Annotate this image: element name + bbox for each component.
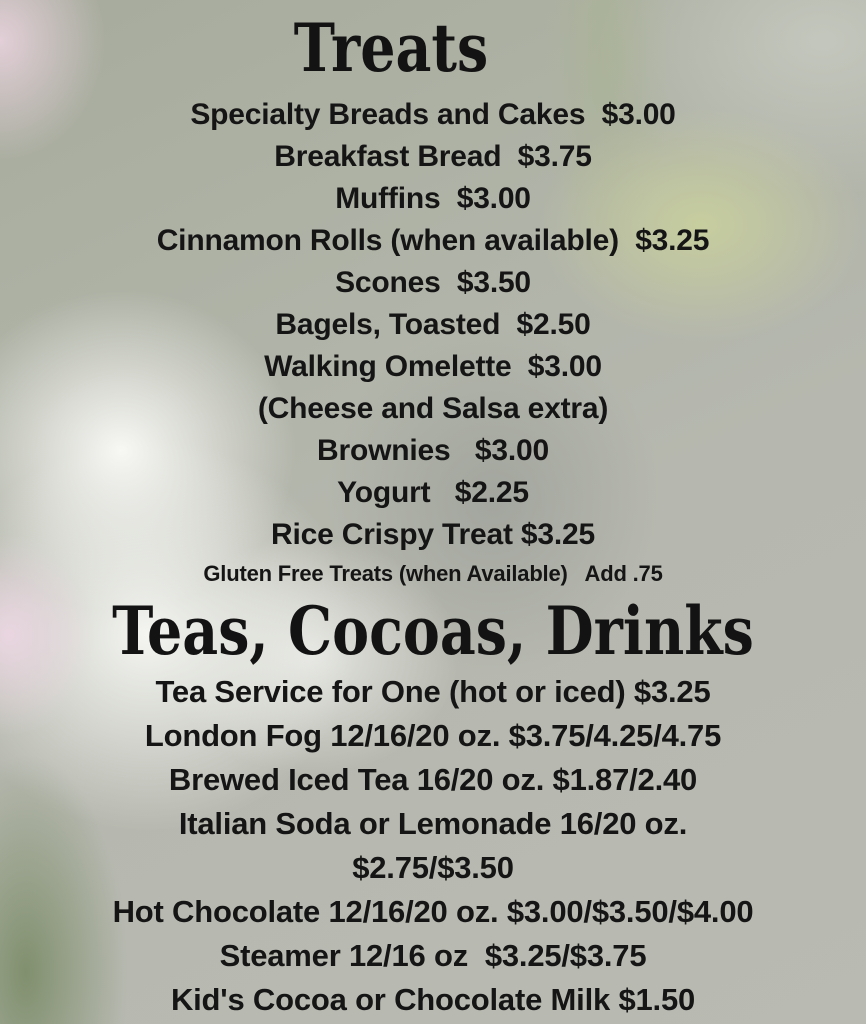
- section-title-treats: Treats: [293, 9, 489, 87]
- menu-item-walking-omelette: Walking Omelette $3.00: [264, 350, 602, 383]
- menu-item-hot-chocolate: Hot Chocolate 12/16/20 oz. $3.00/$3.50/$4.00: [112, 894, 754, 929]
- menu-item-london-fog: London Fog 12/16/20 oz. $3.75/4.25/4.75: [144, 718, 722, 753]
- section-title-teas-cocoas-drinks: Teas, Cocoas, Drinks: [112, 592, 754, 670]
- gluten-free-note: Gluten Free Treats (when Available) Add .75: [203, 561, 663, 586]
- menu-item-walking-omelette-note: (Cheese and Salsa extra): [257, 392, 609, 425]
- menu-item-rice-crispy-treat: Rice Crispy Treat $3.25: [271, 518, 595, 551]
- menu-item-specialty-breads: Specialty Breads and Cakes $3.00: [190, 98, 676, 131]
- menu-item-brewed-iced-tea: Brewed Iced Tea 16/20 oz. $1.87/2.40: [168, 762, 698, 797]
- drinks-item-list: [0, 670, 866, 1022]
- menu-item-breakfast-bread: Breakfast Bread $3.75: [274, 140, 592, 173]
- treats-item-list: [0, 94, 866, 594]
- menu-item-scones: Scones $3.50: [335, 266, 531, 299]
- menu-item-kids-cocoa: Kid's Cocoa or Chocolate Milk $1.50: [170, 982, 696, 1017]
- menu-item-yogurt: Yogurt $2.25: [337, 476, 529, 509]
- menu-item-bagels-toasted: Bagels, Toasted $2.50: [275, 308, 591, 341]
- menu-item-steamer: Steamer 12/16 oz $3.25/$3.75: [219, 938, 647, 973]
- menu-item-brownies: Brownies $3.00: [317, 434, 549, 467]
- menu-item-italian-soda-lemonade: Italian Soda or Lemonade 16/20 oz.: [178, 806, 688, 841]
- menu-item-cinnamon-rolls: Cinnamon Rolls (when available) $3.25: [156, 224, 710, 257]
- menu-item-muffins: Muffins $3.00: [335, 182, 531, 215]
- menu-item-italian-soda-lemonade-price: $2.75/$3.50: [352, 850, 514, 885]
- menu-item-tea-service: Tea Service for One (hot or iced) $3.25: [155, 674, 711, 709]
